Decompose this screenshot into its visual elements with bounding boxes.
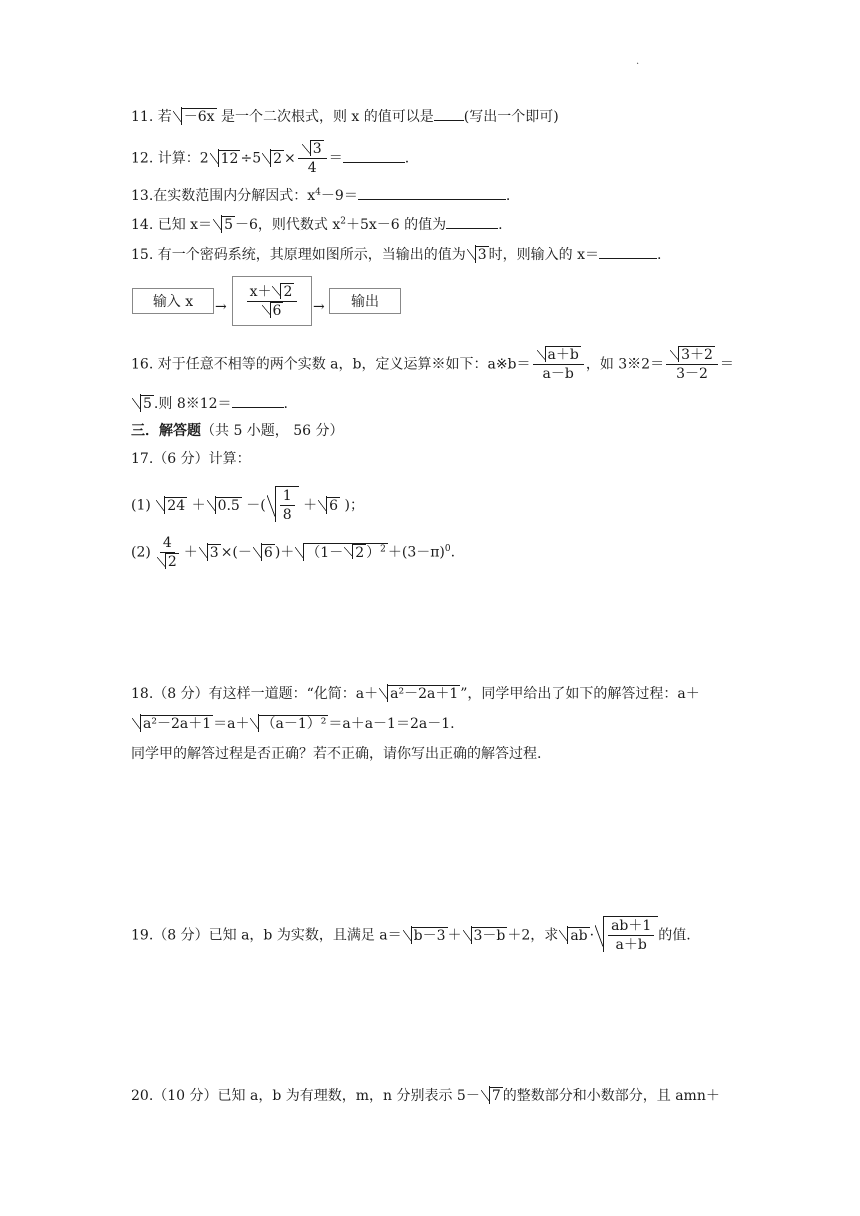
question-16-line2: 5 .则 8※12＝ .	[131, 393, 288, 414]
answer-blank[interactable]	[599, 244, 657, 259]
fraction: $\frac{3}{4}$	[298, 140, 327, 177]
question-20: 20.（10 分）已知 a，b 为有理数，m，n 分别表示 5－ 7 的整数部分和小数部分，且 amn＋	[131, 1088, 720, 1104]
answer-blank[interactable]	[446, 214, 498, 229]
radical: －6x	[173, 107, 217, 127]
question-19: 19.（8 分）已知 a，b 为实数，且满足 a＝ b－3 ＋ 3－b ＋2，求 ab · $\frac{ab+1}{a+b}$ 的值.	[131, 918, 691, 953]
header-mark: .	[636, 56, 640, 67]
section-title: 三．解答题（共 5 小题， 56 分）	[131, 423, 344, 439]
question-12: 12. 计算：2 12 ÷5 2 × $\frac{3}{4}$ ＝ .	[131, 141, 410, 176]
question-14: 14. 已知 x＝ 5 －6，则代数式 $x^2+5x-6$ 的值为 .	[131, 214, 503, 235]
question-16: 16. 对于任意不相等的两个实数 a，b，定义运算※如下：a※b＝ $\frac{a+b}{a-b}$ ，如 3※2＝ $\frac{3+2}{3-2}$ ＝	[131, 347, 734, 382]
question-18-line3: 同学甲的解答过程是否正确？若不正确，请你写出正确的解答过程.	[131, 746, 542, 762]
arrow-icon: →	[215, 299, 227, 315]
question-18-line2: a²－2a＋1 ＝a＋ （a－1）² ＝a＋a－1＝2a－1.	[131, 714, 455, 734]
question-17-part1: (1) 24 ＋ 0.5 －( $\frac{1}{8}$ ＋ 6 )；	[131, 488, 364, 523]
question-17: 17.（6 分）计算：	[131, 451, 251, 467]
question-11: 11. 若 －6x 是一个二次根式，则 x 的值可以是 (写出一个即可)	[131, 106, 559, 127]
answer-blank[interactable]	[232, 393, 284, 408]
question-13: 13.在实数范围内分解因式：$x^4-9=$ .	[131, 185, 510, 206]
answer-blank[interactable]	[358, 185, 506, 200]
formula-box: $\frac{x+ 2}{6}$	[232, 276, 312, 326]
arrow-icon: →	[313, 299, 325, 315]
question-15: 15. 有一个密码系统，其原理如图所示，当输出的值为 3 时，则输入的 x＝ .	[131, 244, 661, 265]
answer-blank[interactable]	[434, 106, 464, 121]
answer-blank[interactable]	[343, 148, 405, 163]
input-box: 输入 x	[132, 288, 214, 314]
question-17-part2: (2) $\frac{4}{2}$ ＋ 3 ×(－ 6 )＋ （1－ 2 ）$^2 +(3-\pi)^0$.	[131, 535, 456, 570]
question-18: 18.（8 分）有这样一道题：“化简：a＋ a²－2a＋1 ”，同学甲给出了如下的解答过程：a＋	[131, 686, 700, 702]
output-box: 输出	[329, 288, 401, 314]
